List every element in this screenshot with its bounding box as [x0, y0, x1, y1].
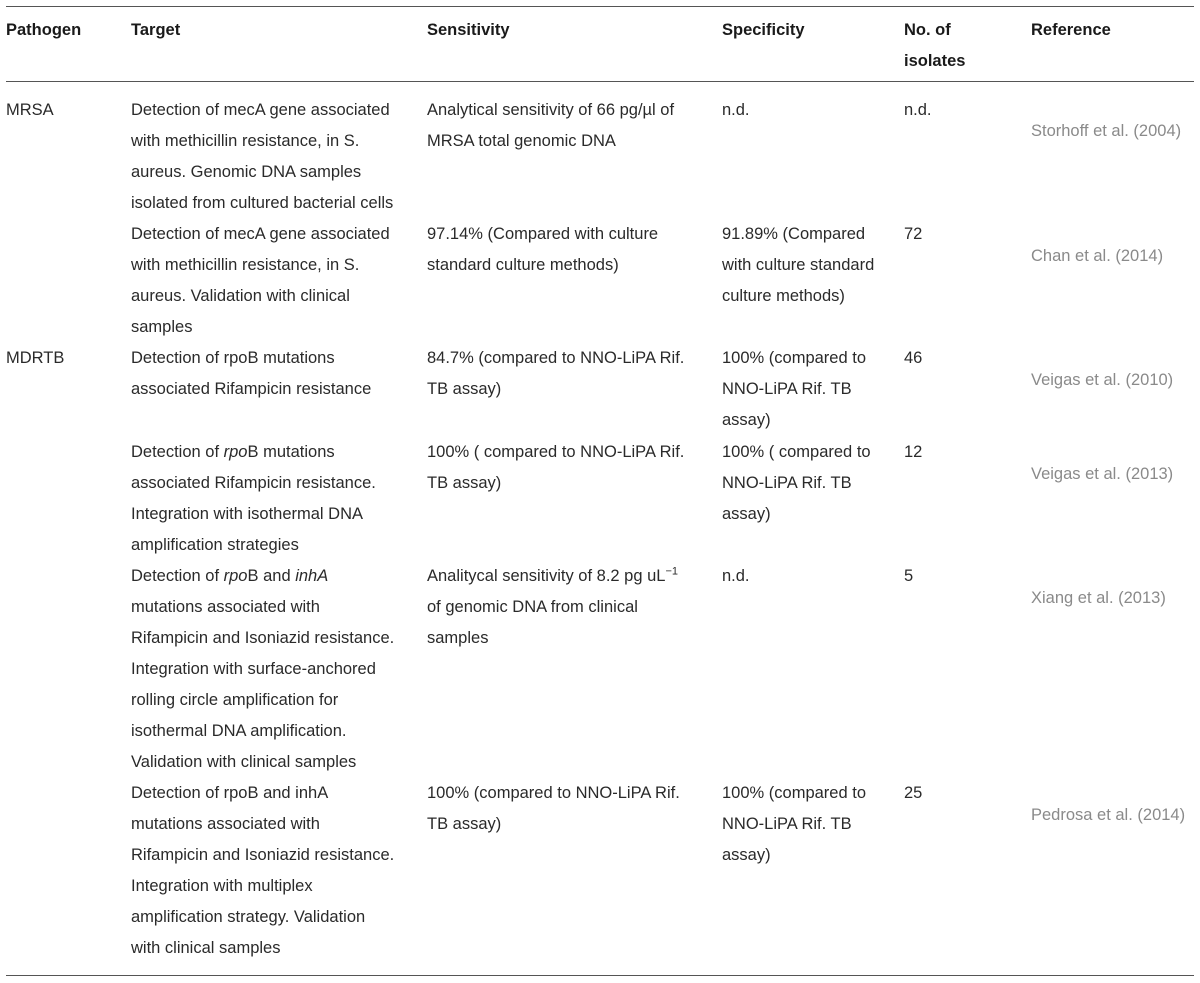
row-0-target-line: Detection of mecA gene associated [131, 101, 390, 119]
row-3-sensitivity-line: 100% ( compared to NNO-LiPA Rif. [427, 443, 685, 461]
row-5-sensitivity-line: 100% (compared to NNO-LiPA Rif. [427, 784, 680, 802]
row-5-specificity-line: NNO-LiPA Rif. TB [722, 815, 852, 833]
row-0-specificity [722, 95, 750, 126]
row-5-target-line: Rifampicin and Isoniazid resistance. [131, 846, 395, 864]
row-3-sensitivity [427, 437, 684, 499]
row-3-target-line: associated Rifampicin resistance. [131, 474, 376, 492]
row-2-sensitivity-line: 84.7% (compared to NNO-LiPA Rif. [427, 349, 685, 367]
row-1-reference[interactable]: Chan et al. (2014) [1031, 247, 1164, 265]
row-1-target-line: with methicillin resistance, in S. [131, 256, 360, 274]
row-3-target-line-rich: Detection of rpoB mutations [131, 443, 335, 461]
header-isolates-line-2: isolates [904, 52, 966, 70]
header-pathogen: Pathogen [6, 21, 82, 39]
header-reference: Reference [1031, 21, 1111, 39]
row-0-target [131, 95, 393, 219]
row-2-sensitivity [427, 343, 684, 405]
row-2-target [131, 343, 371, 405]
row-5-target-line: mutations associated with [131, 815, 320, 833]
row-3-isolates: 12 [904, 443, 923, 461]
row-4-sensitivity-sup: −1 [665, 565, 679, 578]
row-1-target-line: Detection of mecA gene associated [131, 225, 390, 243]
row-1-specificity-line: culture methods) [722, 287, 845, 305]
row-2-specificity [722, 343, 866, 436]
row-5-specificity-line: assay) [722, 846, 771, 864]
row-2-target-line: Detection of rpoB mutations [131, 349, 335, 367]
row-2-specificity-line: 100% (compared to [722, 349, 866, 367]
row-5-target-line: Detection of rpoB and inhA [131, 784, 329, 802]
row-4-target [131, 561, 394, 778]
row-4-target-line: rolling circle amplification for [131, 691, 339, 709]
row-5-isolates: 25 [904, 784, 923, 802]
row-4-target-line: mutations associated with [131, 598, 320, 616]
row-1-sensitivity [427, 219, 658, 281]
row-4-isolates: 5 [904, 567, 914, 585]
row-4-target-line-rich: Detection of rpoB and inhA [131, 567, 329, 585]
row-0-target-line: isolated from cultured bacterial cells [131, 194, 394, 212]
row-4-sensitivity-line [427, 561, 678, 592]
row-0-sensitivity [427, 95, 674, 157]
row-2-isolates: 46 [904, 349, 923, 367]
row-5-target-line: Integration with multiplex [131, 877, 313, 895]
row-4-sensitivity [427, 561, 678, 654]
row-3-sensitivity-line: TB assay) [427, 474, 502, 492]
row-4-sensitivity-line: samples [427, 629, 489, 647]
row-1-specificity-line: with culture standard [722, 256, 875, 274]
row-2-specificity-line: NNO-LiPA Rif. TB [722, 380, 852, 398]
row-4-target-line: isothermal DNA amplification. [131, 722, 347, 740]
table-top-rule [6, 6, 1194, 7]
row-1-target-line: aureus. Validation with clinical [131, 287, 350, 305]
row-4-sensitivity-text: Analitycal sensitivity of 8.2 pg uL [427, 567, 666, 585]
row-1-target [131, 219, 390, 343]
row-2-sensitivity-line: TB assay) [427, 380, 502, 398]
row-0-pathogen: MRSA [6, 101, 54, 119]
header-specificity: Specificity [722, 21, 805, 39]
table-header-rule [6, 81, 1194, 82]
row-1-isolates: 72 [904, 225, 923, 243]
row-5-target-line: amplification strategy. Validation [131, 908, 366, 926]
row-5-target [131, 778, 394, 964]
row-3-specificity [722, 437, 871, 530]
row-2-target-line: associated Rifampicin resistance [131, 380, 372, 398]
row-4-target-line: Validation with clinical samples [131, 753, 357, 771]
row-5-specificity [722, 778, 866, 871]
row-0-target-line: aureus. Genomic DNA samples [131, 163, 362, 181]
row-5-target-line: with clinical samples [131, 939, 281, 957]
row-2-specificity-line: assay) [722, 411, 771, 429]
row-4-specificity [722, 561, 750, 592]
header-sensitivity: Sensitivity [427, 21, 510, 39]
row-3-reference[interactable]: Veigas et al. (2013) [1031, 465, 1174, 483]
row-3-target [131, 437, 376, 561]
row-5-specificity-line: 100% (compared to [722, 784, 866, 802]
row-5-reference[interactable]: Pedrosa et al. (2014) [1031, 806, 1186, 824]
header-target: Target [131, 21, 181, 39]
row-0-reference[interactable]: Storhoff et al. (2004) [1031, 122, 1182, 140]
row-3-specificity-line: NNO-LiPA Rif. TB [722, 474, 852, 492]
row-4-sensitivity-line: of genomic DNA from clinical [427, 598, 638, 616]
row-1-target-line: samples [131, 318, 193, 336]
row-2-pathogen: MDRTB [6, 349, 65, 367]
row-4-target-line: Rifampicin and Isoniazid resistance. [131, 629, 395, 647]
row-1-specificity-line: 91.89% (Compared [722, 225, 866, 243]
row-5-sensitivity [427, 778, 680, 840]
row-4-specificity-line: n.d. [722, 567, 750, 585]
header-isolates [904, 15, 965, 77]
row-0-target-line: with methicillin resistance, in S. [131, 132, 360, 150]
row-3-target-line: Integration with isothermal DNA [131, 505, 364, 523]
row-3-target-line: amplification strategies [131, 536, 299, 554]
row-2-reference[interactable]: Veigas et al. (2010) [1031, 371, 1174, 389]
row-1-specificity [722, 219, 874, 312]
row-4-reference[interactable]: Xiang et al. (2013) [1031, 589, 1166, 607]
row-0-isolates: n.d. [904, 101, 932, 119]
row-4-target-line: Integration with surface-anchored [131, 660, 376, 678]
row-0-sensitivity-line: Analytical sensitivity of 66 pg/µl of [427, 101, 675, 119]
row-3-specificity-line: 100% ( compared to [722, 443, 871, 461]
table-bottom-rule [6, 975, 1194, 976]
row-0-sensitivity-line: MRSA total genomic DNA [427, 132, 616, 150]
row-3-specificity-line: assay) [722, 505, 771, 523]
row-1-sensitivity-line: 97.14% (Compared with culture [427, 225, 659, 243]
row-0-specificity-line: n.d. [722, 101, 750, 119]
header-isolates-line-1: No. of [904, 21, 951, 39]
row-5-sensitivity-line: TB assay) [427, 815, 502, 833]
row-1-sensitivity-line: standard culture methods) [427, 256, 619, 274]
